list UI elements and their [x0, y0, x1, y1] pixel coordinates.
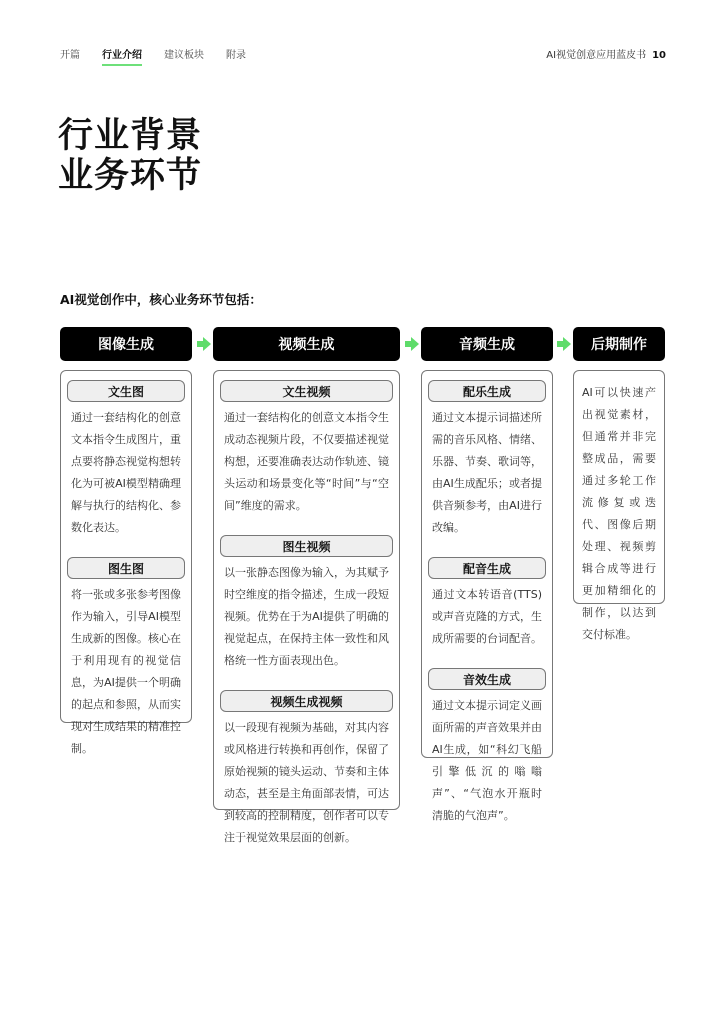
- arrow-right-icon: [203, 337, 211, 351]
- section-text: 以一张静态图像为输入，为其赋予时空维度的指令描述，生成一段短视频。优势在于为AI提供了明确的视觉起点，在保持主体一致性和风格统一性方面表现出色。: [224, 566, 389, 667]
- section-text: 将一张或多张参考图像作为输入，引导AI模型生成新的图像。核心在于利用现有的视觉信息，为AI提供一个明确的起点和参照，从而实现对生成结果的精准控制。: [71, 588, 181, 755]
- section-text: AI可以快速产出视觉素材，但通常并非完整成品，需要通过多轮工作流修复或迭代、图像后期处理、视频剪辑合成等进行更加精细化的制作，以达到交付标准。: [582, 386, 656, 641]
- nav-appendix[interactable]: 附录: [226, 50, 246, 61]
- page-number: 10: [652, 50, 666, 61]
- video-generation-card: [213, 370, 400, 844]
- audio-generation-card: [421, 370, 553, 822]
- section-subtitle: AI视觉创作中，核心业务环节包括：: [60, 292, 262, 307]
- section-title: 文生视频: [220, 380, 393, 402]
- section-title: 配音生成: [428, 557, 546, 579]
- nav-suggestions[interactable]: 建议板块: [164, 50, 204, 61]
- section-title: 图生视频: [220, 535, 393, 557]
- title-line-1: 行业背景: [58, 116, 203, 156]
- section-title: 视频生成视频: [220, 690, 393, 712]
- post-production-card: [573, 370, 665, 641]
- title-line-2: 业务环节: [58, 156, 203, 196]
- nav-opening[interactable]: 开篇: [60, 50, 80, 61]
- header-image-generation: 图像生成: [60, 327, 192, 361]
- arrow-right-icon: [563, 337, 571, 351]
- section-text: 以一段现有视频为基础，对其内容或风格进行转换和再创作，保留了原始视频的镜头运动、节奏和主体动态，甚至是主角面部表情，可达到较高的控制精度，创作者可以专注于视觉效果层面的创新。: [224, 721, 389, 844]
- image-generation-card: [60, 370, 192, 755]
- arrow-right-icon: [411, 337, 419, 351]
- book-title: AI视觉创意应用蓝皮书: [546, 50, 647, 61]
- section-title: 音效生成: [428, 668, 546, 690]
- nav-industry-intro[interactable]: 行业介绍: [102, 46, 142, 66]
- header-post-production: 后期制作: [573, 327, 665, 361]
- book-info: [546, 46, 666, 61]
- section-text: 通过文本提示词描述所需的音乐风格、情绪、乐器、节奏、歌词等，由AI生成配乐；或者提供音频参考，由AI进行改编。: [432, 411, 542, 534]
- section-title: 文生图: [67, 380, 185, 402]
- page-title: [58, 116, 202, 196]
- header-audio-generation: 音频生成: [421, 327, 553, 361]
- section-text: 通过一套结构化的创意文本指令生成动态视频片段，不仅要描述视觉构想，还要准确表达动作轨迹、镜头运动和场景变化等“时间”与“空间”维度的需求。: [224, 411, 389, 512]
- section-title: 配乐生成: [428, 380, 546, 402]
- section-text: 通过文本提示词定义画面所需的声音效果并由AI生成，如“科幻飞船引擎低沉的嗡嗡声”、“气泡水开瓶时清脆的气泡声”。: [432, 699, 542, 822]
- header-video-generation: 视频生成: [213, 327, 400, 361]
- section-text: 通过文本转语音(TTS)或声音克隆的方式，生成所需要的台词配音。: [432, 588, 542, 645]
- section-text: 通过一套结构化的创意文本指令生成图片，重点要将静态视觉构想转化为可被AI模型精确理解与执行的结构化、参数化表达。: [71, 411, 181, 534]
- section-title: 图生图: [67, 557, 185, 579]
- top-nav: [60, 46, 246, 66]
